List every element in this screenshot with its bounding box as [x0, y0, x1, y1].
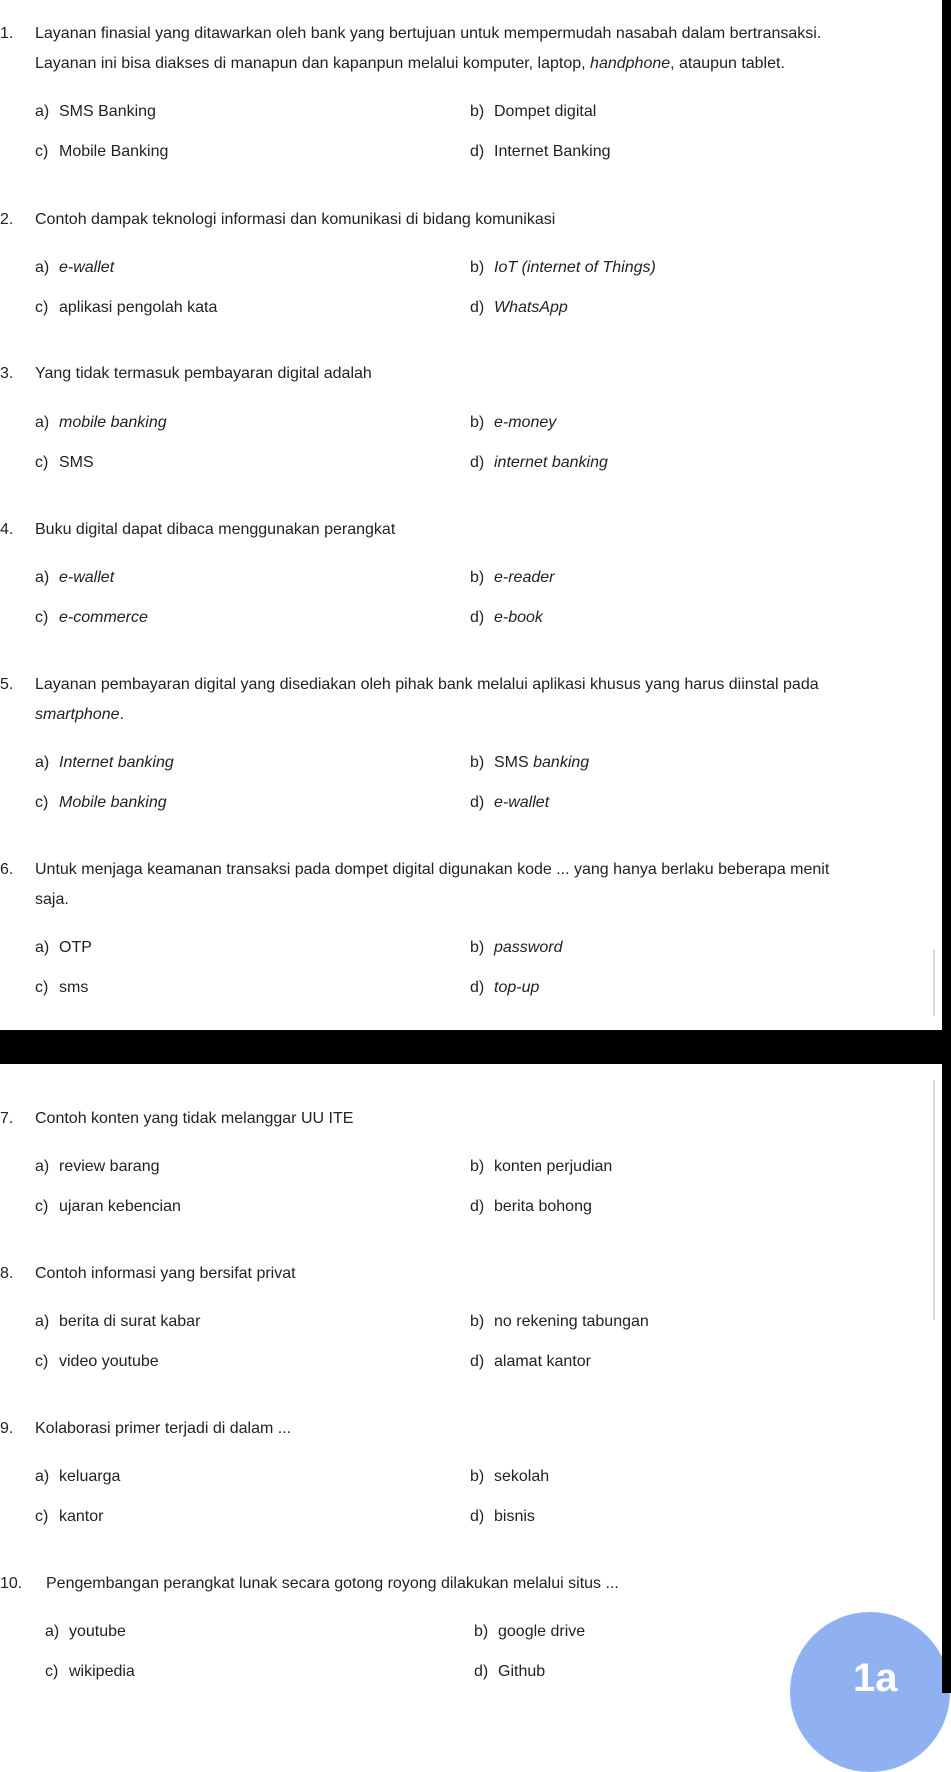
page-edge-rule [933, 950, 935, 1016]
option-b: b) password [470, 939, 563, 956]
question-number: 1. [0, 25, 14, 42]
option-d: d) e-wallet [470, 794, 550, 811]
option-a: a) Internet banking [35, 754, 174, 771]
option-c: c) video youtube [35, 1353, 159, 1370]
option-a: a) OTP [35, 939, 92, 956]
option-d: d) berita bohong [470, 1198, 592, 1215]
option-a: a) keluarga [35, 1468, 121, 1485]
option-c: c) kantor [35, 1508, 104, 1525]
option-a: a) youtube [45, 1623, 126, 1640]
option-d: d) alamat kantor [470, 1353, 591, 1370]
option-c: c) ujaran kebencian [35, 1198, 181, 1215]
option-d: d) bisnis [470, 1508, 535, 1525]
option-b: b) e-money [470, 414, 557, 431]
option-b: b) no rekening tabungan [470, 1313, 649, 1330]
question-text-continued: saja. [35, 891, 69, 908]
option-d: d) top-up [470, 979, 540, 996]
option-d: d) Github [474, 1663, 546, 1680]
page-bottom: 7. Contoh konten yang tidak melanggar UU ITE a) review barang b) konten perjudian c) ujaran kebencian d) berita bohong 8. Contoh informasi yang bersifat privat a) berita di surat kabar b) no rekening tabungan c) video youtube d) alamat kantor 9. Kolaborasi primer terjadi di dalam ... a) keluarga b) sekolah c) kantor d) bisnis 10. Pengembangan perangkat lunak secara gotong royong dilakukan melalui situs ... a) youtube b) google drive c) wikipedia d) Github [0, 1110, 649, 1680]
option-a: a) e-wallet [35, 569, 115, 586]
option-a: a) berita di surat kabar [35, 1313, 201, 1330]
option-b: b) SMS banking [470, 754, 590, 771]
option-c: c) wikipedia [45, 1663, 135, 1680]
option-c: c) Mobile Banking [35, 143, 169, 160]
option-c: c) Mobile banking [35, 794, 167, 811]
option-c: c) aplikasi pengolah kata [35, 299, 218, 316]
option-b: b) e-reader [470, 569, 555, 586]
page-top: 1. Layanan finasial yang ditawarkan oleh bank yang bertujuan untuk mempermudah nasabah dalam bertransaksi. Layanan ini bisa diakses di manapun dan kapanpun melalui komputer, laptop, handphone, ataupun tablet. a) SMS Banking b) Dompet digital c) Mobile Banking d) Internet Banking 2. Contoh dampak teknologi informasi dan komunikasi di bidang komunikasi a) e-wallet b) IoT (internet of Things) c) aplikasi pengolah kata d) WhatsApp 3. Yang tidak termasuk pembayaran digital adalah a) mobile banking b) e-money c) SMS d) internet banking 4. Buku digital dapat dibaca menggunakan perangkat a) e-wallet b) e-reader c) e-commerce d) e-book 5. Layanan pembayaran digital yang disediakan oleh pihak bank melalui aplikasi khusus yang harus diinstal pada smartphone. a) Internet banking b) SMS banking c) Mobile banking d) e-wallet 6. Untuk menjaga keamanan transaksi pada dompet digital digunakan kode ... yang hanya berlaku beberapa menit saja. a) OTP b) password c) sms d) top-up [0, 25, 830, 996]
page-separator [0, 1030, 951, 1064]
option-d: d) e-book [470, 609, 543, 626]
floating-badge[interactable] [790, 1612, 950, 1772]
option-c: c) SMS [35, 454, 94, 471]
option-d: d) internet banking [470, 454, 608, 471]
option-a: a) review barang [35, 1158, 160, 1175]
question-text-continued: smartphone. [35, 706, 124, 723]
option-b: b) Dompet digital [470, 103, 597, 120]
right-edge-bar [942, 0, 951, 1693]
option-c: c) sms [35, 979, 89, 996]
option-c: c) e-commerce [35, 609, 148, 626]
option-a: a) SMS Banking [35, 103, 156, 120]
option-b: b) konten perjudian [470, 1158, 613, 1175]
badge-glyph: 1a [853, 1656, 898, 1700]
option-d: d) WhatsApp [470, 299, 568, 316]
option-b: b) google drive [474, 1623, 586, 1640]
option-d: d) Internet Banking [470, 143, 611, 160]
question-text-continued: Layanan ini bisa diakses di manapun dan kapanpun melalui komputer, laptop, handphone, ataupun tablet. [35, 55, 785, 72]
option-b: b) IoT (internet of Things) [470, 259, 656, 276]
option-a: a) e-wallet [35, 259, 115, 276]
option-b: b) sekolah [470, 1468, 550, 1485]
option-a: a) mobile banking [35, 414, 167, 431]
